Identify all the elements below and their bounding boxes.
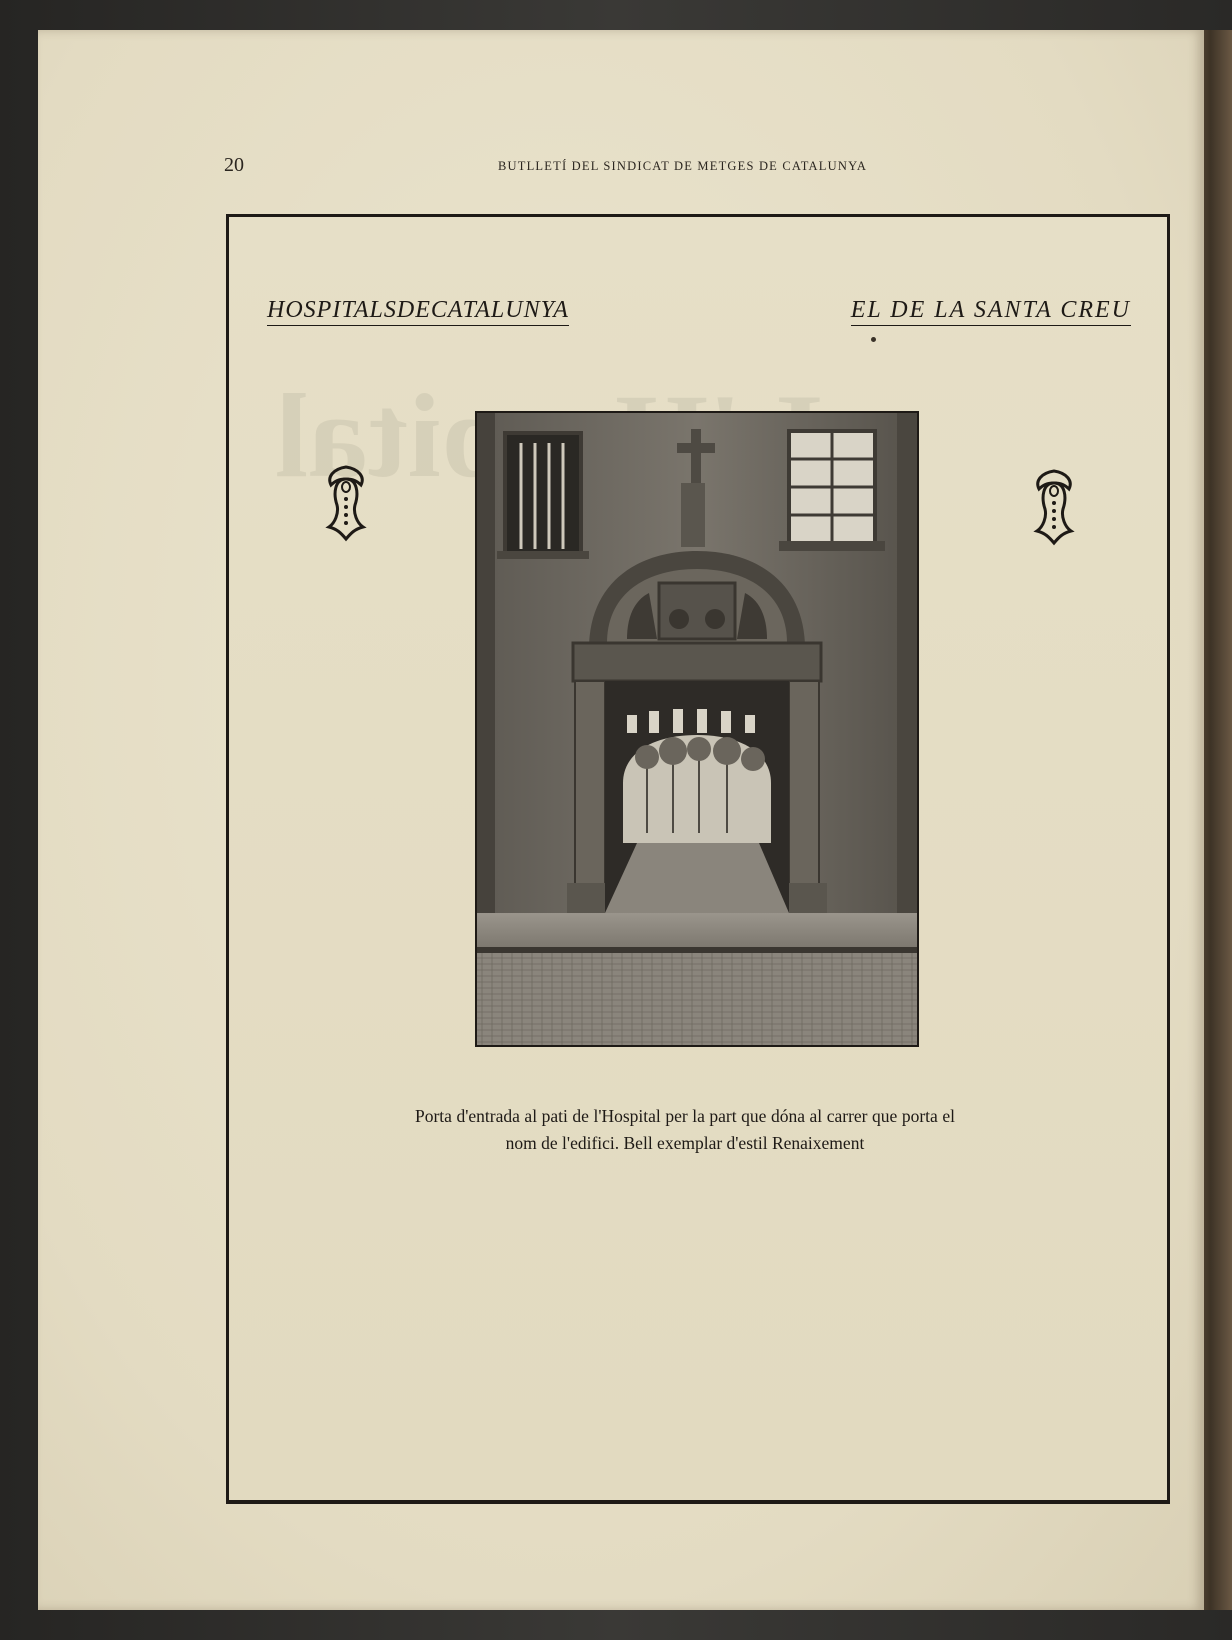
running-head: BUTLLETÍ DEL SINDICAT DE METGES DE CATALUNYA [498, 159, 868, 173]
hospital-gate-photo [475, 411, 919, 1047]
plate-frame [226, 214, 1170, 1504]
document-page [38, 30, 1204, 1610]
section-title-left: HOSPITALSDECATALUNYA [267, 297, 569, 326]
separator-dot [871, 337, 876, 342]
photo-caption: Porta d'entrada al pati de l'Hospital per la part que dóna al carrer que porta el nom de l'edifici. Bell exemplar d'estil Renaixement [415, 1106, 955, 1153]
page-number: 20 [224, 154, 244, 176]
decorative-scroll-icon [323, 463, 369, 543]
photo-illustration [477, 413, 917, 1045]
decorative-scroll-icon [1031, 467, 1077, 547]
section-title-right: EL DE LA SANTA CREU [851, 297, 1131, 326]
page-header [224, 154, 904, 178]
